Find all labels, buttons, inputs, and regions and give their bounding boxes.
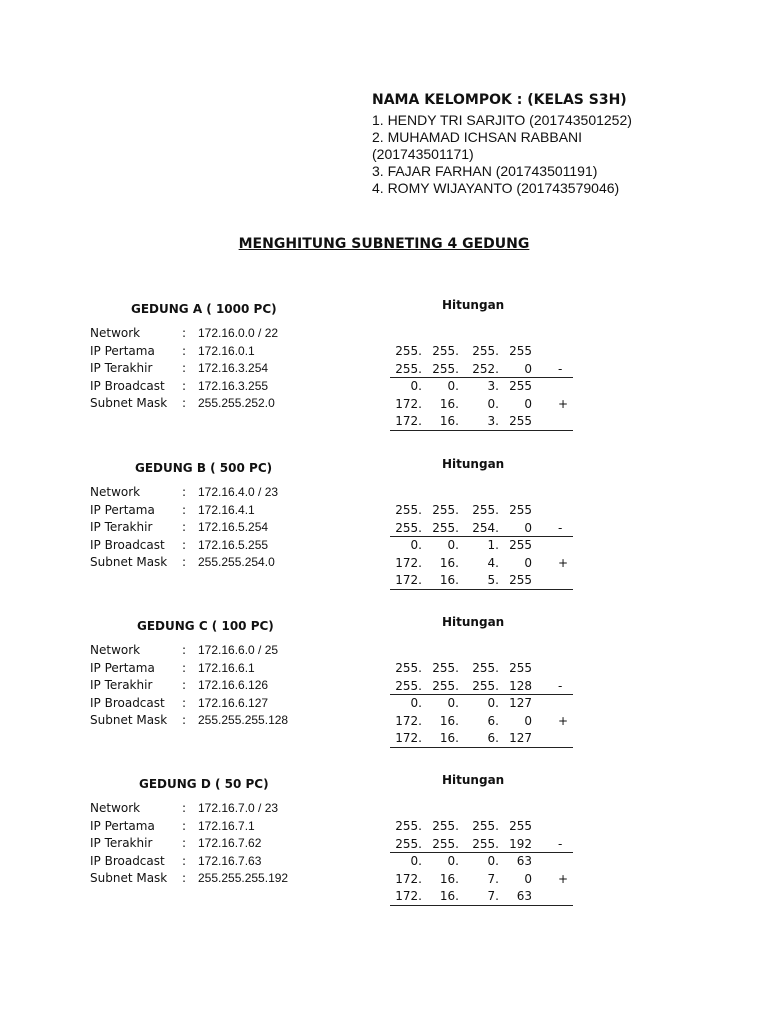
field-label: IP Terakhir	[90, 678, 153, 693]
field-value: 172.16.5.254	[198, 520, 269, 535]
calc-line	[372, 818, 572, 836]
field-value: 255.255.255.128	[198, 713, 289, 728]
calc-line	[372, 660, 572, 678]
calc-cell: 16.	[439, 555, 459, 570]
calc-cell: 255	[509, 503, 532, 517]
field-value: 172.16.5.255	[198, 537, 269, 552]
calc-cell: 4.	[487, 555, 499, 570]
calc-operator: +	[558, 396, 569, 411]
subtraction-rule	[390, 852, 573, 853]
calc-cell: 16.	[439, 573, 459, 588]
field-separator: :	[182, 853, 187, 868]
member-3: 3. FAJAR FARHAN (201743501191)	[372, 163, 598, 179]
field-label: IP Terakhir	[90, 361, 153, 376]
field-separator: :	[182, 343, 187, 358]
field-row	[90, 712, 370, 730]
field-label: IP Broadcast	[90, 378, 165, 393]
calc-cell: 255.	[432, 520, 459, 535]
field-row	[90, 484, 370, 502]
calc-cell: 252.	[472, 361, 499, 376]
field-row	[90, 642, 370, 660]
calc-cell: 255.	[395, 661, 422, 675]
field-value: 172.16.7.1	[198, 818, 255, 833]
calc-cell: 255.	[432, 503, 459, 517]
calc-cell: 3.	[487, 414, 499, 429]
calc-operator: -	[558, 361, 563, 376]
calc-cell: 63	[516, 889, 532, 904]
calc-cell: 1.	[487, 538, 499, 553]
field-separator: :	[182, 643, 187, 657]
calc-line	[372, 413, 572, 431]
calc-cell: 6.	[487, 731, 499, 746]
field-value: 172.16.6.126	[198, 678, 269, 693]
field-separator: :	[182, 695, 187, 710]
calc-cell: 255.	[432, 819, 459, 833]
calc-cell: 255.	[472, 503, 499, 517]
calc-operator: -	[558, 678, 563, 693]
calc-cell: 255.	[472, 819, 499, 833]
calc-cell: 0.	[487, 396, 499, 411]
field-separator: :	[182, 713, 187, 728]
calc-line	[372, 361, 572, 379]
field-row	[90, 343, 370, 361]
field-label: Network	[90, 643, 141, 657]
calc-line	[372, 888, 572, 906]
calc-cell: 0.	[487, 854, 499, 869]
gedung-d-calc-title: Hitungan	[442, 773, 505, 787]
field-value: 172.16.7.63	[198, 853, 262, 868]
calc-cell: 255.	[395, 503, 422, 517]
field-label: IP Terakhir	[90, 520, 153, 535]
member-4: 4. ROMY WIJAYANTO (201743579046)	[372, 180, 620, 196]
calc-cell: 0	[524, 361, 532, 376]
member-1: 1. HENDY TRI SARJITO (201743501252)	[372, 112, 632, 128]
field-row	[90, 502, 370, 520]
calc-cell: 0.	[447, 538, 459, 553]
gedung-b-calculation	[372, 502, 572, 590]
calc-cell: 0.	[410, 696, 422, 711]
calc-cell: 255.	[472, 836, 499, 851]
calc-cell: 255.	[432, 344, 459, 358]
calc-cell: 0	[524, 396, 532, 411]
field-separator: :	[182, 660, 187, 675]
subtraction-rule	[390, 694, 573, 695]
field-value: 172.16.6.0 / 25	[198, 643, 279, 657]
field-value: 255.255.252.0	[198, 396, 275, 411]
field-value: 172.16.0.1	[198, 343, 255, 358]
field-value: 172.16.4.1	[198, 502, 255, 517]
calc-line	[372, 520, 572, 538]
calc-cell: 16.	[439, 871, 459, 886]
gedung-b-title: GEDUNG B ( 500 PC)	[135, 461, 273, 475]
field-row	[90, 853, 370, 871]
calc-line	[372, 502, 572, 520]
calc-line	[372, 537, 572, 555]
gedung-b-calc-title: Hitungan	[442, 457, 505, 471]
calc-line	[372, 678, 572, 696]
calc-cell: 0.	[410, 379, 422, 394]
field-value: 172.16.3.254	[198, 361, 269, 376]
field-label: Subnet Mask	[90, 871, 168, 886]
calc-cell: 255	[509, 379, 532, 394]
gedung-b-fields	[90, 484, 370, 572]
member-2-id: (201743501171)	[372, 146, 474, 162]
field-separator: :	[182, 326, 187, 340]
field-label: Subnet Mask	[90, 713, 168, 728]
field-row	[90, 325, 370, 343]
field-separator: :	[182, 678, 187, 693]
calc-operator: +	[558, 555, 569, 570]
field-row	[90, 395, 370, 413]
field-value: 172.16.7.62	[198, 836, 262, 851]
field-row	[90, 800, 370, 818]
calc-cell: 255.	[395, 344, 422, 358]
calc-cell: 255.	[395, 678, 422, 693]
calc-cell: 16.	[439, 396, 459, 411]
gedung-a-calculation	[372, 343, 572, 431]
field-value: 172.16.4.0 / 23	[198, 485, 279, 499]
field-separator: :	[182, 537, 187, 552]
calc-cell: 255	[509, 819, 532, 833]
calc-cell: 0.	[410, 854, 422, 869]
document-title: MENGHITUNG SUBNETING 4 GEDUNG	[238, 236, 530, 252]
gedung-c-fields	[90, 642, 370, 730]
calc-line	[372, 730, 572, 748]
calc-cell: 172.	[395, 871, 422, 886]
field-label: IP Terakhir	[90, 836, 153, 851]
calc-cell: 128	[509, 678, 532, 693]
member-2: 2. MUHAMAD ICHSAN RABBANI	[372, 129, 583, 145]
field-label: IP Broadcast	[90, 537, 165, 552]
calc-cell: 255.	[472, 678, 499, 693]
field-value: 172.16.6.127	[198, 695, 269, 710]
calc-cell: 0.	[487, 696, 499, 711]
calc-cell: 255.	[395, 361, 422, 376]
calc-operator: +	[558, 713, 569, 728]
field-label: IP Pertama	[90, 818, 155, 833]
subtraction-rule	[390, 377, 573, 378]
field-value: 255.255.254.0	[198, 555, 275, 570]
calc-cell: 127	[509, 696, 532, 711]
field-label: Subnet Mask	[90, 396, 168, 411]
gedung-a-calc-title: Hitungan	[442, 298, 505, 312]
calc-cell: 172.	[395, 889, 422, 904]
addition-rule	[390, 589, 573, 590]
calc-cell: 16.	[439, 414, 459, 429]
calc-cell: 172.	[395, 713, 422, 728]
addition-rule	[390, 430, 573, 431]
calc-cell: 255.	[472, 661, 499, 675]
calc-cell: 255	[509, 344, 532, 358]
field-row	[90, 818, 370, 836]
calc-cell: 172.	[395, 573, 422, 588]
calc-cell: 172.	[395, 396, 422, 411]
field-label: Network	[90, 326, 141, 340]
field-value: 172.16.7.0 / 23	[198, 801, 279, 815]
field-separator: :	[182, 836, 187, 851]
calc-line	[372, 871, 572, 889]
calc-cell: 3.	[487, 379, 499, 394]
calc-line	[372, 695, 572, 713]
group-header	[372, 92, 632, 197]
calc-cell: 7.	[487, 889, 499, 904]
field-separator: :	[182, 485, 187, 499]
calc-cell: 6.	[487, 713, 499, 728]
calc-cell: 0.	[447, 696, 459, 711]
calc-cell: 0.	[410, 538, 422, 553]
gedung-c-calculation	[372, 660, 572, 748]
field-row	[90, 695, 370, 713]
calc-cell: 255.	[432, 836, 459, 851]
field-label: Network	[90, 801, 141, 815]
field-label: Network	[90, 485, 141, 499]
calc-operator: +	[558, 871, 569, 886]
field-value: 172.16.3.255	[198, 378, 269, 393]
calc-cell: 255	[509, 538, 532, 553]
calc-cell: 0	[524, 555, 532, 570]
addition-rule	[390, 747, 573, 748]
field-label: Subnet Mask	[90, 555, 168, 570]
field-value: 172.16.6.1	[198, 660, 255, 675]
field-value: 172.16.0.0 / 22	[198, 326, 279, 340]
field-row	[90, 554, 370, 572]
gedung-d-title: GEDUNG D ( 50 PC)	[139, 777, 269, 791]
gedung-c-calc-title: Hitungan	[442, 615, 505, 629]
calc-line	[372, 555, 572, 573]
calc-cell: 255	[509, 573, 532, 588]
field-row	[90, 835, 370, 853]
calc-cell: 255.	[395, 836, 422, 851]
field-separator: :	[182, 555, 187, 570]
subtraction-rule	[390, 536, 573, 537]
calc-cell: 16.	[439, 889, 459, 904]
field-label: IP Pertama	[90, 660, 155, 675]
calc-operator: -	[558, 836, 563, 851]
calc-line	[372, 836, 572, 854]
calc-cell: 5.	[487, 573, 499, 588]
field-label: IP Pertama	[90, 502, 155, 517]
field-separator: :	[182, 502, 187, 517]
calc-cell: 172.	[395, 555, 422, 570]
calc-line	[372, 572, 572, 590]
field-separator: :	[182, 871, 187, 886]
field-separator: :	[182, 361, 187, 376]
gedung-a-fields	[90, 325, 370, 413]
calc-cell: 16.	[439, 731, 459, 746]
calc-line	[372, 853, 572, 871]
field-label: IP Broadcast	[90, 695, 165, 710]
calc-cell: 7.	[487, 871, 499, 886]
gedung-d-calculation	[372, 818, 572, 906]
calc-cell: 255.	[395, 819, 422, 833]
group-title: NAMA KELOMPOK : (KELAS S3H)	[372, 92, 627, 108]
field-separator: :	[182, 396, 187, 411]
calc-line	[372, 343, 572, 361]
calc-cell: 0.	[447, 379, 459, 394]
calc-cell: 192	[509, 836, 532, 851]
calc-line	[372, 396, 572, 414]
field-row	[90, 378, 370, 396]
field-separator: :	[182, 818, 187, 833]
calc-cell: 255	[509, 661, 532, 675]
calc-cell: 0	[524, 713, 532, 728]
field-separator: :	[182, 378, 187, 393]
gedung-a-title: GEDUNG A ( 1000 PC)	[131, 302, 277, 316]
field-separator: :	[182, 801, 187, 815]
field-row	[90, 660, 370, 678]
calc-line	[372, 713, 572, 731]
field-separator: :	[182, 520, 187, 535]
calc-cell: 254.	[472, 520, 499, 535]
calc-cell: 172.	[395, 414, 422, 429]
addition-rule	[390, 905, 573, 906]
calc-cell: 63	[516, 854, 532, 869]
field-row	[90, 677, 370, 695]
calc-cell: 172.	[395, 731, 422, 746]
field-value: 255.255.255.192	[198, 871, 289, 886]
field-row	[90, 360, 370, 378]
calc-cell: 255.	[432, 678, 459, 693]
calc-cell: 255	[509, 414, 532, 429]
calc-operator: -	[558, 520, 563, 535]
calc-cell: 127	[509, 731, 532, 746]
field-label: IP Pertama	[90, 343, 155, 358]
calc-cell: 16.	[439, 713, 459, 728]
calc-cell: 255.	[395, 520, 422, 535]
field-label: IP Broadcast	[90, 853, 165, 868]
calc-cell: 0.	[447, 854, 459, 869]
calc-cell: 0	[524, 871, 532, 886]
field-row	[90, 537, 370, 555]
calc-cell: 255.	[472, 344, 499, 358]
gedung-c-title: GEDUNG C ( 100 PC)	[137, 619, 274, 633]
calc-line	[372, 378, 572, 396]
gedung-d-fields	[90, 800, 370, 888]
field-row	[90, 519, 370, 537]
calc-cell: 255.	[432, 661, 459, 675]
field-row	[90, 870, 370, 888]
calc-cell: 0	[524, 520, 532, 535]
calc-cell: 255.	[432, 361, 459, 376]
